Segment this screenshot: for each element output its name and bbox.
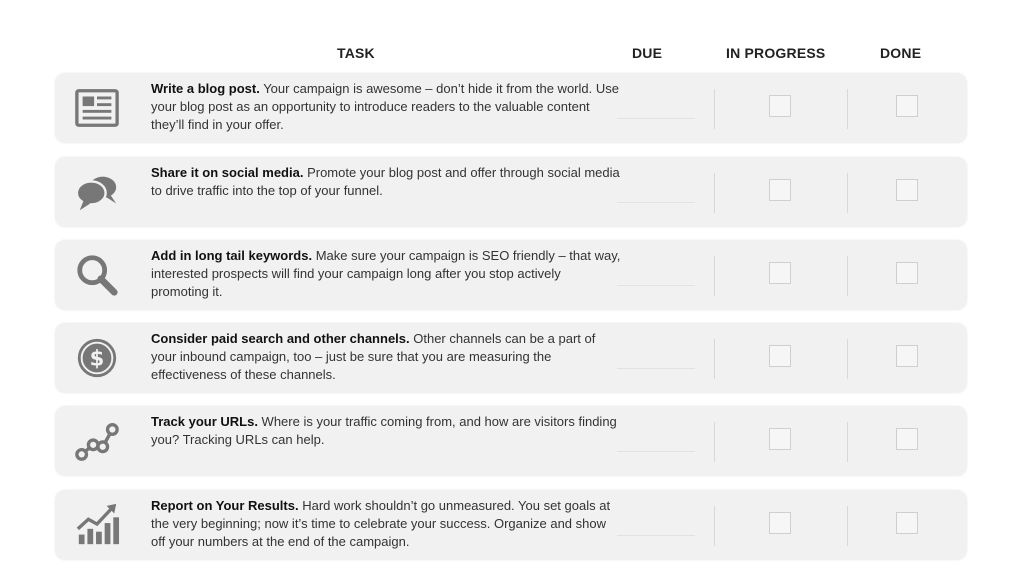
in-progress-checkbox[interactable] [769, 428, 791, 450]
task-text: Where is your traffic coming from, and how are visitors finding you? Tracking URLs can help. [151, 414, 617, 447]
task-description [151, 497, 621, 551]
in-progress-checkbox[interactable] [769, 512, 791, 534]
speech-bubbles-icon [73, 169, 121, 215]
done-checkbox[interactable] [896, 179, 918, 201]
svg-text:$: $ [89, 345, 105, 371]
newspaper-icon [73, 85, 121, 131]
magnifier-icon [73, 252, 121, 298]
column-divider [714, 339, 715, 379]
done-checkbox[interactable] [896, 262, 918, 284]
task-row-track-urls [55, 406, 967, 476]
column-divider [847, 339, 848, 379]
column-divider [714, 506, 715, 546]
column-divider [714, 89, 715, 129]
task-title: Add in long tail keywords. [151, 248, 313, 263]
due-date-field[interactable] [617, 202, 695, 203]
task-row-report-results [55, 490, 967, 560]
task-row-keywords [55, 240, 967, 310]
header-task: TASK [337, 45, 375, 61]
task-text: Hard work shouldn’t go unmeasured. You set goals at the very beginning; now it’s time to celebrate your success. Organize and show off your numbers at the end of the campaign. [151, 498, 611, 549]
header-done: DONE [880, 45, 922, 61]
done-checkbox[interactable] [896, 428, 918, 450]
task-text: Your campaign is awesome – don’t hide it from the world. Use your blog post as an opportunity to introduce readers to the valuable content they’ll find in your offer. [151, 81, 619, 132]
task-description [151, 80, 621, 134]
due-date-field[interactable] [617, 118, 695, 119]
column-divider [847, 506, 848, 546]
task-row-paid-search [55, 323, 967, 393]
task-description [151, 330, 621, 384]
in-progress-checkbox[interactable] [769, 262, 791, 284]
task-text: Other channels can be a part of your inbound campaign, too – just be sure that you are measuring the effectiveness of these channels. [151, 331, 596, 382]
due-date-field[interactable] [617, 285, 695, 286]
in-progress-checkbox[interactable] [769, 95, 791, 117]
header-due: DUE [632, 45, 663, 61]
task-description [151, 164, 621, 200]
task-text: Make sure your campaign is SEO friendly – that way, interested prospects will find your campaign long after you stop actively promoting it. [151, 248, 621, 299]
column-divider [714, 422, 715, 462]
column-divider [847, 89, 848, 129]
column-divider [714, 256, 715, 296]
task-title: Write a blog post. [151, 81, 260, 96]
task-row-social-media [55, 157, 967, 227]
growth-chart-icon [73, 502, 121, 548]
due-date-field[interactable] [617, 368, 695, 369]
column-divider [714, 173, 715, 213]
done-checkbox[interactable] [896, 512, 918, 534]
in-progress-checkbox[interactable] [769, 179, 791, 201]
column-divider [847, 422, 848, 462]
due-date-field[interactable] [617, 451, 695, 452]
task-description [151, 247, 621, 301]
task-title: Report on Your Results. [151, 498, 299, 513]
header-in-progress: IN PROGRESS [726, 45, 826, 61]
column-divider [847, 173, 848, 213]
done-checkbox[interactable] [896, 95, 918, 117]
dollar-coin-icon [73, 335, 121, 381]
task-title: Consider paid search and other channels. [151, 331, 410, 346]
in-progress-checkbox[interactable] [769, 345, 791, 367]
task-description [151, 413, 621, 449]
task-title: Track your URLs. [151, 414, 258, 429]
done-checkbox[interactable] [896, 345, 918, 367]
task-text: Promote your blog post and offer through social media to drive traffic into the top of your funnel. [151, 165, 620, 198]
task-title: Share it on social media. [151, 165, 304, 180]
due-date-field[interactable] [617, 535, 695, 536]
task-row-blog-post [55, 73, 967, 143]
column-divider [847, 256, 848, 296]
tracking-path-icon [73, 418, 121, 464]
